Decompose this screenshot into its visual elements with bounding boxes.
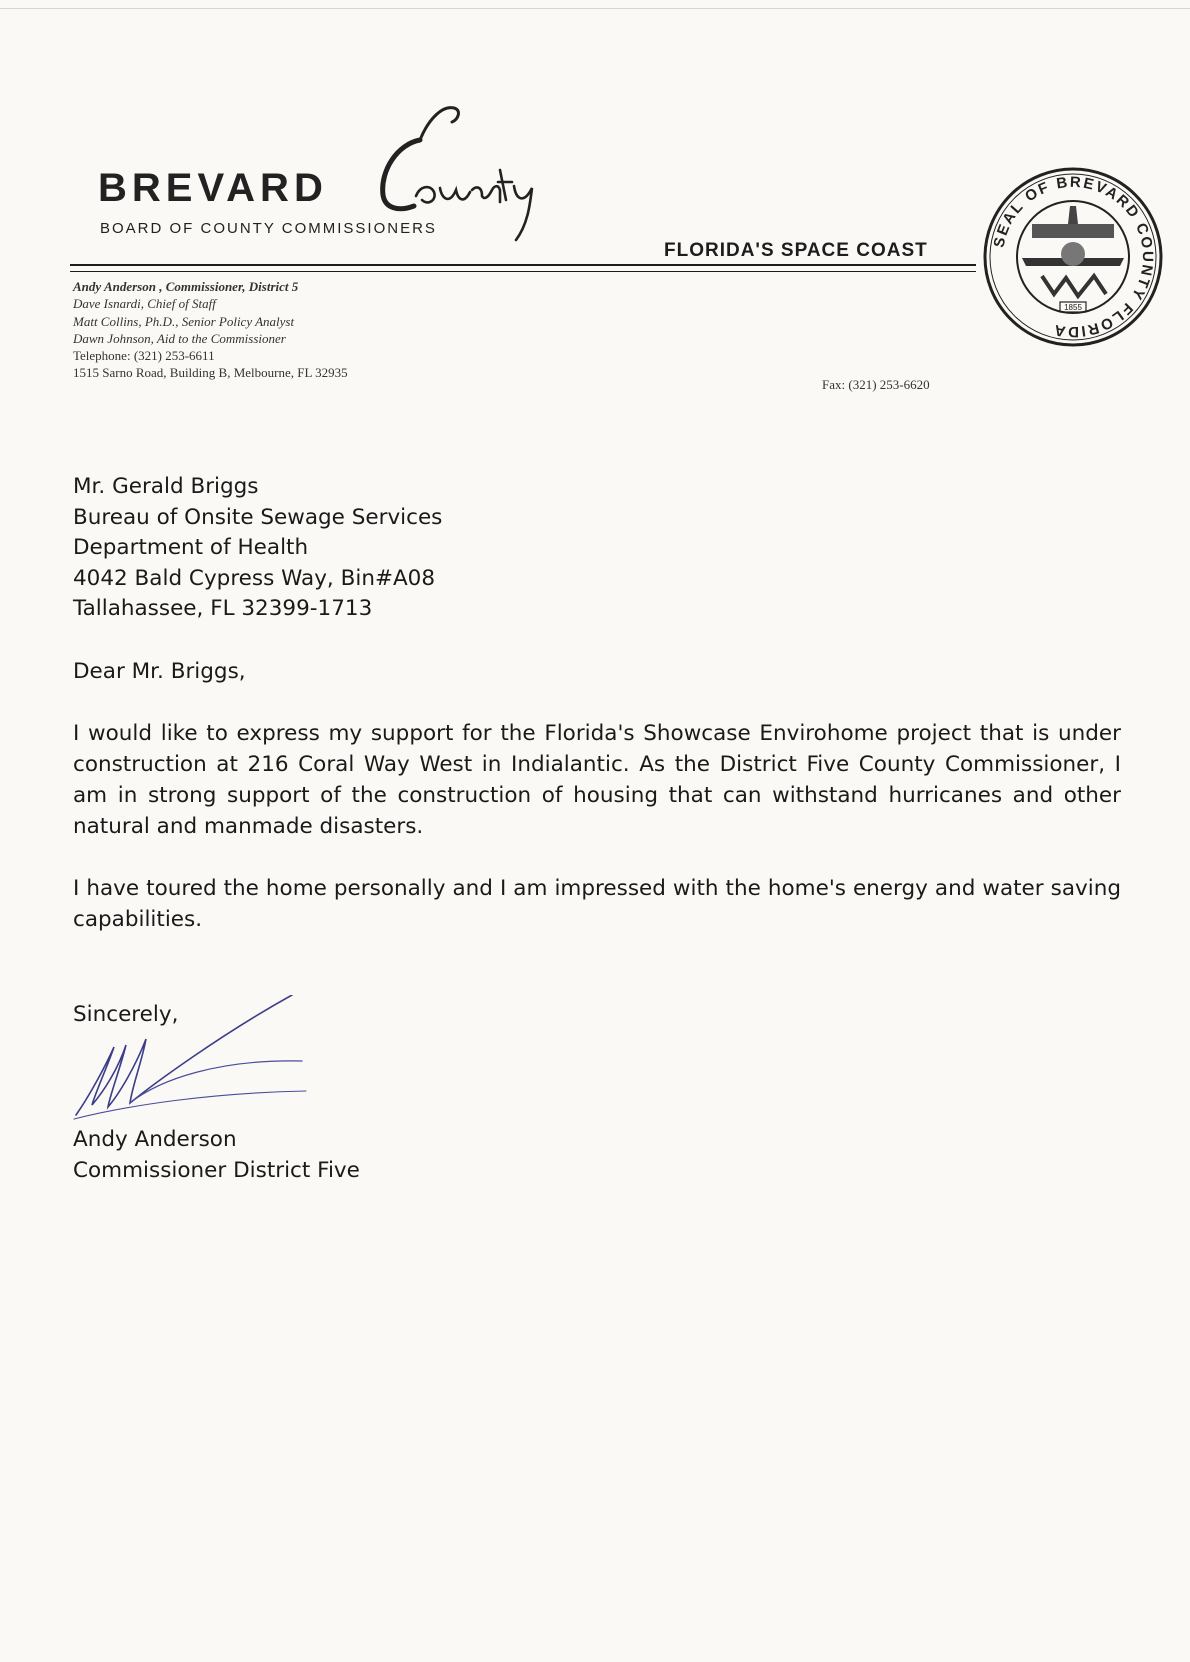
recipient-bureau: Bureau of Onsite Sewage Services <box>73 504 443 530</box>
county-seal-icon <box>982 166 1164 348</box>
staff-block <box>73 278 348 382</box>
body-paragraph-2: I have toured the home personally and I am impressed with the home's energy and water saving capabilities. <box>73 876 1121 932</box>
recipient-street: 4042 Bald Cypress Way, Bin#A08 <box>73 565 436 591</box>
salutation: Dear Mr. Briggs, <box>73 659 246 684</box>
office-address-line: 1515 Sarno Road, Building B, Melbourne, FL 32935 <box>73 365 348 381</box>
signer-block <box>73 1124 1121 1186</box>
chief-of-staff-line: Dave Isnardi, Chief of Staff <box>73 296 216 312</box>
board-of-commissioners-text: BOARD OF COUNTY COMMISSIONERS <box>100 220 437 237</box>
brevard-county-logo <box>98 100 578 250</box>
letterhead-rule-thin <box>70 271 976 272</box>
closing: Sincerely, <box>73 1002 179 1027</box>
recipient-city: Tallahassee, FL 32399-1713 <box>73 596 373 621</box>
recipient-address <box>73 472 1121 625</box>
aide-line: Dawn Johnson, Aid to the Commissioner <box>73 330 286 346</box>
scan-edge <box>0 8 1190 9</box>
telephone-line: Telephone: (321) 253-6611 <box>73 348 215 364</box>
signer-name: Andy Anderson <box>73 1127 237 1152</box>
letterhead-rule <box>70 264 976 266</box>
logo-brevard-text: BREVARD <box>98 166 328 210</box>
fax-line: Fax: (321) 253-6620 <box>822 377 930 392</box>
recipient-department: Department of Health <box>73 535 309 560</box>
space-coast-tagline: FLORIDA'S SPACE COAST <box>664 240 928 261</box>
svg-text:1855: 1855 <box>1064 303 1082 312</box>
signer-title: Commissioner District Five <box>73 1158 360 1183</box>
recipient-name: Mr. Gerald Briggs <box>73 474 259 499</box>
body-paragraph-1: I would like to express my support for the Florida's Showcase Envirohome project that is under construction at 216 Coral Way West in Indialantic. As the District Five County Commissioner, I am in strong support of the construction of housing that can withstand hurricanes and other natural and manmade disasters. <box>73 721 1121 839</box>
analyst-line: Matt Collins, Ph.D., Senior Policy Analyst <box>73 313 295 329</box>
svg-text:SEAL OF BREVARD COUNTY FLORIDA: SEAL OF BREVARD COUNTY FLORIDA <box>990 173 1157 341</box>
commissioner-line: Andy Anderson , Commissioner, District 5 <box>73 279 299 294</box>
svg-text:County: County <box>370 198 374 199</box>
handwritten-signature <box>70 995 330 1125</box>
